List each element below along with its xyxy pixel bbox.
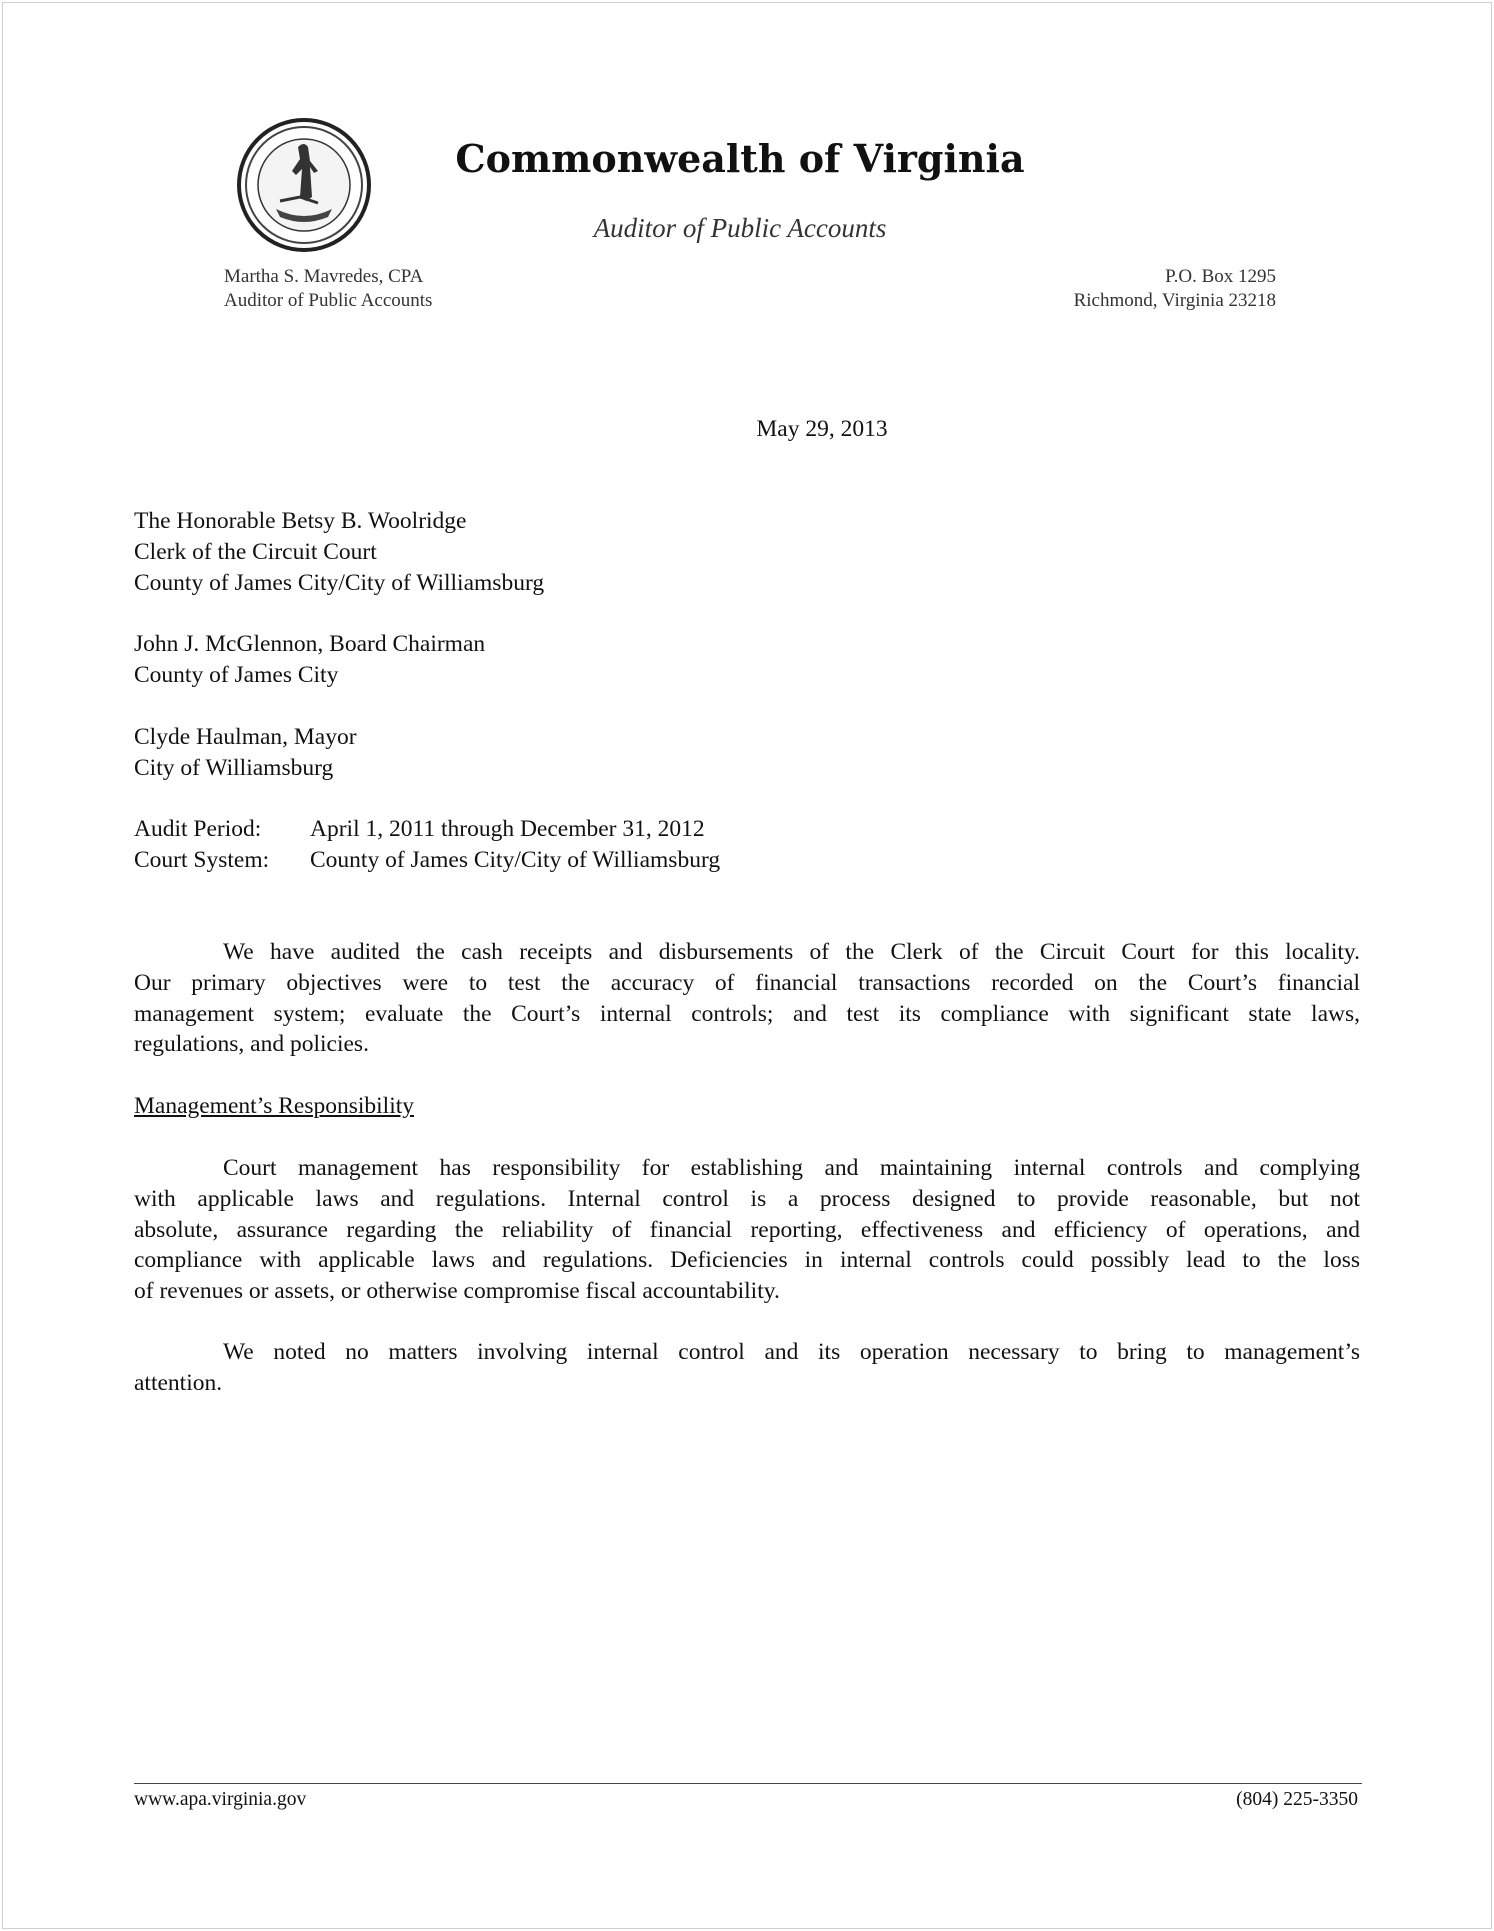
addressee-line: Clerk of the Circuit Court [134,539,377,565]
letterhead-subtitle: Auditor of Public Accounts [593,213,887,243]
court-system-label: Court System: [134,847,270,873]
paragraph-line: absolute, assurance regarding the reliability of financial reporting, effectiveness and efficiency of operations, and [134,1216,1360,1243]
paragraph-line: We noted no matters involving internal control and its operation necessary to bring to management’s [223,1339,1360,1365]
paragraph-line: We have audited the cash receipts and disbursements of the Clerk of the Circuit Court for this locality. [223,939,1360,965]
paragraph-line: compliance with applicable laws and regulations. Deficiencies in internal controls could possibly lead to the loss [134,1247,1360,1274]
footer-phone: (804) 225-3350 [1236,1789,1358,1810]
paragraph-line: with applicable laws and regulations. Internal control is a process designed to provide reasonable, but not [134,1185,1360,1212]
addressee-line: Clyde Haulman, Mayor [134,724,357,750]
paragraph-line: regulations, and policies. [134,1031,369,1058]
court-system-value: County of James City/City of Williamsburg [310,847,721,873]
paragraph-line: of revenues or assets, or otherwise compromise fiscal accountability. [134,1278,780,1305]
responsibility-paragraph [134,1153,1360,1307]
city-state-zip: Richmond, Virginia 23218 [1073,290,1276,311]
auditor-name: Martha S. Mavredes, CPA [224,266,424,287]
court-system [134,845,720,876]
auditor-title: Auditor of Public Accounts [224,290,433,311]
audit-period-value: April 1, 2011 through December 31, 2012 [310,816,705,842]
paragraph-line: Our primary objectives were to test the accuracy of financial transactions recorded on the Court’s financial [134,969,1360,996]
letter-date: May 29, 2013 [756,416,888,442]
paragraph-line: management system; evaluate the Court’s internal controls; and test its compliance with significant state laws, [134,1000,1360,1027]
virginia-seal-logo [236,117,372,253]
intro-paragraph [134,937,1360,1060]
office-address [1074,265,1276,313]
footer-website: www.apa.virginia.gov [134,1789,307,1810]
addressee-line: County of James City [134,662,339,688]
audit-period [134,814,705,845]
paragraph-line: Court management has responsibility for establishing and maintaining internal controls and complying [223,1155,1360,1181]
addressee-line: County of James City/City of Williamsburg [134,570,545,596]
conclusion-paragraph [134,1337,1360,1399]
auditor-info [224,265,432,313]
paragraph-line: attention. [134,1369,223,1396]
addressee-line: John J. McGlennon, Board Chairman [134,631,486,657]
letterhead-title: Commonwealth of Virginia [455,136,1025,181]
audit-period-label: Audit Period: [134,816,262,842]
addressee-line: City of Williamsburg [134,755,334,781]
addressee-line: The Honorable Betsy B. Woolridge [134,508,467,534]
section-heading: Management’s Responsibility [134,1093,415,1119]
po-box: P.O. Box 1295 [1165,266,1276,287]
footer-divider [134,1783,1362,1784]
